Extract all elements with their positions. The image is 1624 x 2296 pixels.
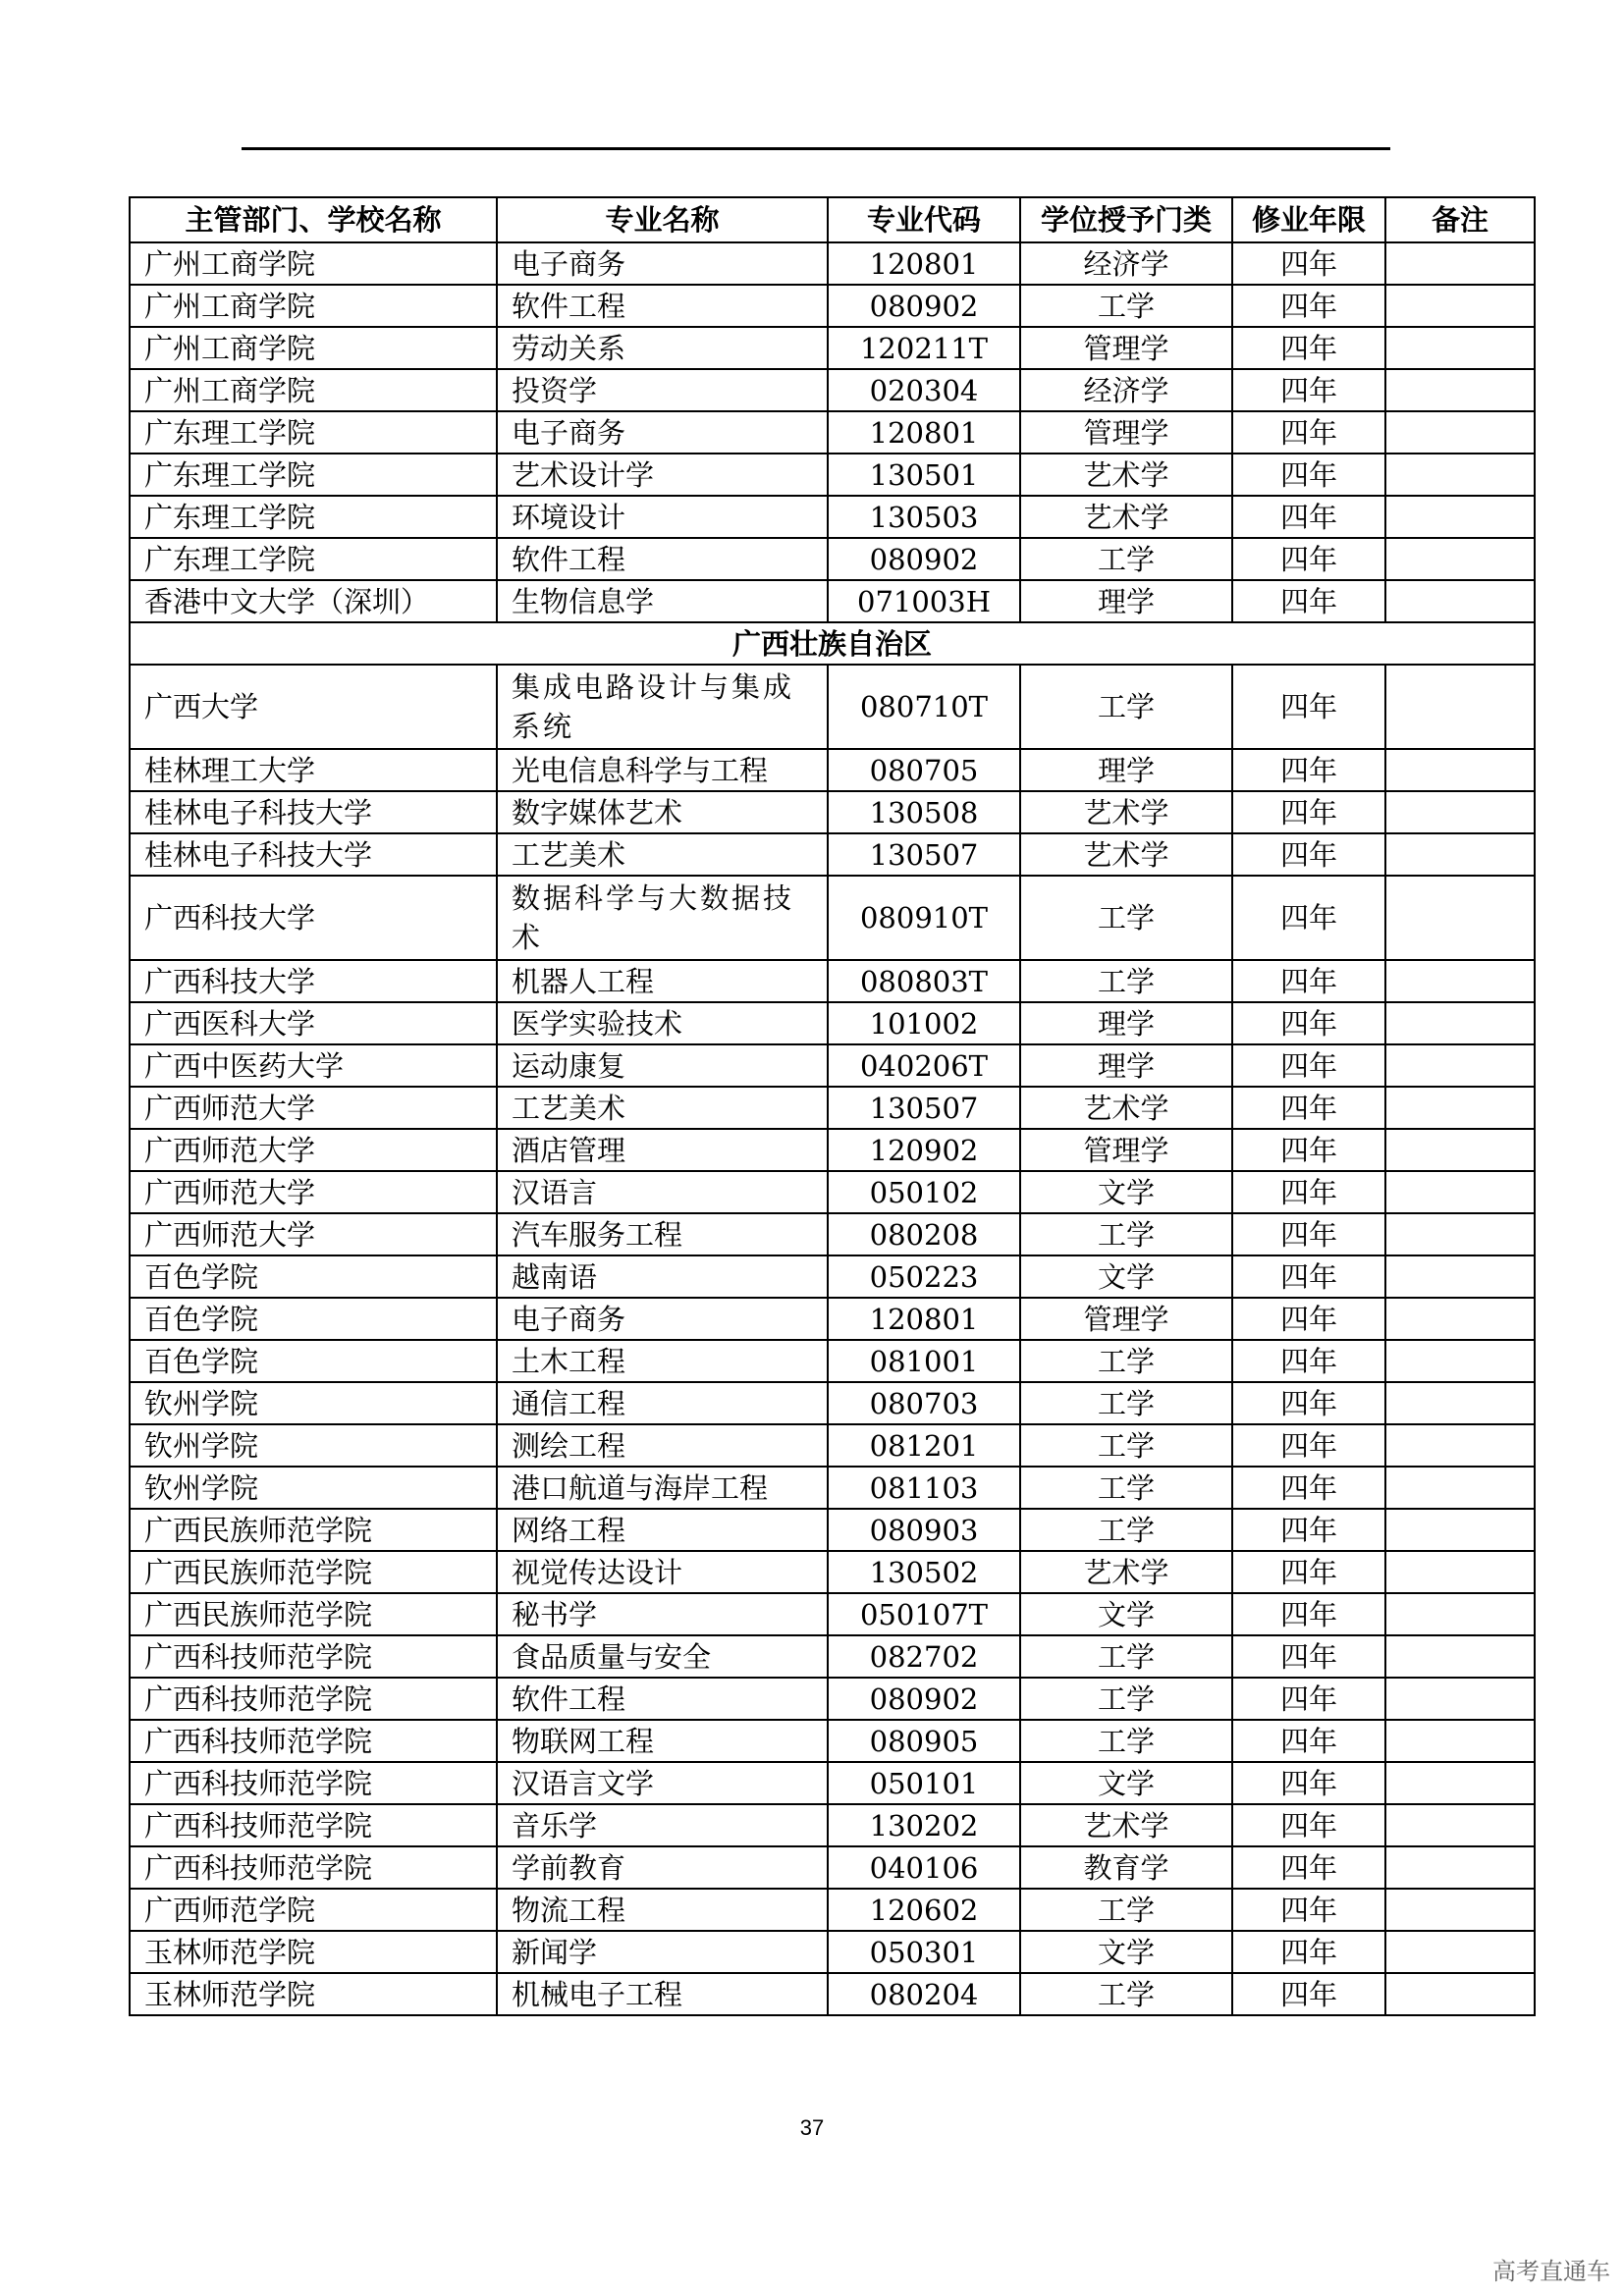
remarks-cell — [1385, 1002, 1535, 1044]
years-cell: 四年 — [1232, 876, 1385, 960]
school-cell: 广西民族师范学院 — [130, 1593, 497, 1635]
table-row — [130, 1002, 1535, 1044]
remarks-cell — [1385, 791, 1535, 833]
school-cell: 广西科技师范学院 — [130, 1635, 497, 1678]
remarks-cell — [1385, 1467, 1535, 1509]
table-row — [130, 1509, 1535, 1551]
years-cell: 四年 — [1232, 1255, 1385, 1298]
school-cell: 桂林理工大学 — [130, 749, 497, 791]
major-cell: 学前教育 — [497, 1846, 828, 1889]
school-cell: 广西师范学院 — [130, 1889, 497, 1931]
table-row — [130, 791, 1535, 833]
years-cell: 四年 — [1232, 285, 1385, 327]
code-cell: 120902 — [828, 1129, 1020, 1171]
remarks-cell — [1385, 242, 1535, 285]
page-number: 37 — [799, 2115, 825, 2140]
code-cell: 050101 — [828, 1762, 1020, 1804]
code-cell: 130507 — [828, 833, 1020, 876]
remarks-cell — [1385, 538, 1535, 580]
years-cell: 四年 — [1232, 1340, 1385, 1382]
major-cell: 投资学 — [497, 369, 828, 411]
school-cell: 广州工商学院 — [130, 285, 497, 327]
table-row — [130, 1087, 1535, 1129]
table-row — [130, 1804, 1535, 1846]
degree-cell: 教育学 — [1020, 1846, 1232, 1889]
code-cell: 082702 — [828, 1635, 1020, 1678]
code-cell: 120801 — [828, 1298, 1020, 1340]
remarks-cell — [1385, 1509, 1535, 1551]
remarks-cell — [1385, 327, 1535, 369]
col-header-school: 主管部门、学校名称 — [130, 197, 497, 242]
years-cell: 四年 — [1232, 1635, 1385, 1678]
table-row — [130, 496, 1535, 538]
major-cell: 电子商务 — [497, 1298, 828, 1340]
years-cell: 四年 — [1232, 1889, 1385, 1931]
years-cell: 四年 — [1232, 242, 1385, 285]
years-cell: 四年 — [1232, 1044, 1385, 1087]
remarks-cell — [1385, 1804, 1535, 1846]
degree-cell: 工学 — [1020, 1467, 1232, 1509]
table-row — [130, 411, 1535, 454]
degree-cell: 工学 — [1020, 1720, 1232, 1762]
remarks-cell — [1385, 1171, 1535, 1213]
col-header-major: 专业名称 — [497, 197, 828, 242]
code-cell: 081103 — [828, 1467, 1020, 1509]
remarks-cell — [1385, 1551, 1535, 1593]
code-cell: 040106 — [828, 1846, 1020, 1889]
watermark: 高考直通车 — [1492, 2258, 1610, 2285]
col-header-years: 修业年限 — [1232, 197, 1385, 242]
major-cell: 港口航道与海岸工程 — [497, 1467, 828, 1509]
table-row — [130, 1298, 1535, 1340]
degree-cell: 工学 — [1020, 1382, 1232, 1424]
remarks-cell — [1385, 1044, 1535, 1087]
years-cell: 四年 — [1232, 1424, 1385, 1467]
years-cell: 四年 — [1232, 1002, 1385, 1044]
years-cell: 四年 — [1232, 1762, 1385, 1804]
remarks-cell — [1385, 1213, 1535, 1255]
school-cell: 广东理工学院 — [130, 538, 497, 580]
col-header-degree: 学位授予门类 — [1020, 197, 1232, 242]
remarks-cell — [1385, 1762, 1535, 1804]
degree-cell: 经济学 — [1020, 369, 1232, 411]
major-cell: 视觉传达设计 — [497, 1551, 828, 1593]
major-cell: 通信工程 — [497, 1382, 828, 1424]
table-row — [130, 749, 1535, 791]
table-row — [130, 1340, 1535, 1382]
remarks-cell — [1385, 1846, 1535, 1889]
major-cell: 机械电子工程 — [497, 1973, 828, 2015]
school-cell: 广东理工学院 — [130, 454, 497, 496]
table-row — [130, 242, 1535, 285]
table-row — [130, 1635, 1535, 1678]
major-cell: 数据科学与大数据技术 — [497, 876, 828, 960]
years-cell: 四年 — [1232, 580, 1385, 622]
remarks-cell — [1385, 1087, 1535, 1129]
major-cell: 软件工程 — [497, 538, 828, 580]
years-cell: 四年 — [1232, 1973, 1385, 2015]
major-cell: 音乐学 — [497, 1804, 828, 1846]
school-cell: 钦州学院 — [130, 1424, 497, 1467]
table-row — [130, 1129, 1535, 1171]
table-row — [130, 1255, 1535, 1298]
table-header-row — [130, 197, 1535, 242]
code-cell: 120211T — [828, 327, 1020, 369]
school-cell: 桂林电子科技大学 — [130, 791, 497, 833]
major-cell: 工艺美术 — [497, 1087, 828, 1129]
table-row — [130, 1846, 1535, 1889]
school-cell: 广西师范大学 — [130, 1129, 497, 1171]
table-row — [130, 1931, 1535, 1973]
remarks-cell — [1385, 1931, 1535, 1973]
remarks-cell — [1385, 1678, 1535, 1720]
code-cell: 130508 — [828, 791, 1020, 833]
remarks-cell — [1385, 1635, 1535, 1678]
years-cell: 四年 — [1232, 1593, 1385, 1635]
table-row — [130, 369, 1535, 411]
table-row — [130, 1213, 1535, 1255]
years-cell: 四年 — [1232, 1804, 1385, 1846]
school-cell: 广西师范大学 — [130, 1171, 497, 1213]
majors-table — [129, 196, 1536, 2016]
code-cell: 101002 — [828, 1002, 1020, 1044]
school-cell: 广西科技师范学院 — [130, 1720, 497, 1762]
code-cell: 130503 — [828, 496, 1020, 538]
remarks-cell — [1385, 580, 1535, 622]
school-cell: 广西民族师范学院 — [130, 1551, 497, 1593]
years-cell: 四年 — [1232, 1551, 1385, 1593]
table-row — [130, 1973, 1535, 2015]
degree-cell: 管理学 — [1020, 1298, 1232, 1340]
years-cell: 四年 — [1232, 1087, 1385, 1129]
table-row — [130, 1678, 1535, 1720]
degree-cell: 经济学 — [1020, 242, 1232, 285]
table-row — [130, 538, 1535, 580]
school-cell: 广州工商学院 — [130, 369, 497, 411]
remarks-cell — [1385, 1424, 1535, 1467]
table-row — [130, 1424, 1535, 1467]
school-cell: 广西科技大学 — [130, 876, 497, 960]
years-cell: 四年 — [1232, 960, 1385, 1002]
degree-cell: 艺术学 — [1020, 791, 1232, 833]
table-row — [130, 1762, 1535, 1804]
major-cell: 艺术设计学 — [497, 454, 828, 496]
degree-cell: 工学 — [1020, 1509, 1232, 1551]
school-cell: 钦州学院 — [130, 1467, 497, 1509]
remarks-cell — [1385, 833, 1535, 876]
major-cell: 电子商务 — [497, 242, 828, 285]
code-cell: 080710T — [828, 665, 1020, 749]
major-cell: 医学实验技术 — [497, 1002, 828, 1044]
degree-cell: 理学 — [1020, 749, 1232, 791]
table-row — [130, 1889, 1535, 1931]
degree-cell: 工学 — [1020, 285, 1232, 327]
school-cell: 玉林师范学院 — [130, 1931, 497, 1973]
years-cell: 四年 — [1232, 538, 1385, 580]
code-cell: 081201 — [828, 1424, 1020, 1467]
school-cell: 百色学院 — [130, 1340, 497, 1382]
major-cell: 物联网工程 — [497, 1720, 828, 1762]
years-cell: 四年 — [1232, 1678, 1385, 1720]
major-cell: 集成电路设计与集成系统 — [497, 665, 828, 749]
degree-cell: 艺术学 — [1020, 833, 1232, 876]
remarks-cell — [1385, 496, 1535, 538]
table-row — [130, 285, 1535, 327]
code-cell: 050223 — [828, 1255, 1020, 1298]
table-row — [130, 960, 1535, 1002]
years-cell: 四年 — [1232, 1298, 1385, 1340]
remarks-cell — [1385, 960, 1535, 1002]
degree-cell: 工学 — [1020, 1973, 1232, 2015]
degree-cell: 工学 — [1020, 960, 1232, 1002]
years-cell: 四年 — [1232, 454, 1385, 496]
school-cell: 广州工商学院 — [130, 242, 497, 285]
years-cell: 四年 — [1232, 1467, 1385, 1509]
remarks-cell — [1385, 1340, 1535, 1382]
code-cell: 040206T — [828, 1044, 1020, 1087]
years-cell: 四年 — [1232, 1382, 1385, 1424]
major-cell: 光电信息科学与工程 — [497, 749, 828, 791]
major-cell: 食品质量与安全 — [497, 1635, 828, 1678]
remarks-cell — [1385, 1973, 1535, 2015]
code-cell: 020304 — [828, 369, 1020, 411]
school-cell: 广西中医药大学 — [130, 1044, 497, 1087]
code-cell: 050301 — [828, 1931, 1020, 1973]
col-header-code: 专业代码 — [828, 197, 1020, 242]
major-cell: 网络工程 — [497, 1509, 828, 1551]
school-cell: 广西科技师范学院 — [130, 1678, 497, 1720]
years-cell: 四年 — [1232, 1846, 1385, 1889]
degree-cell: 艺术学 — [1020, 496, 1232, 538]
degree-cell: 工学 — [1020, 538, 1232, 580]
years-cell: 四年 — [1232, 665, 1385, 749]
degree-cell: 理学 — [1020, 580, 1232, 622]
school-cell: 广西师范大学 — [130, 1087, 497, 1129]
school-cell: 广西民族师范学院 — [130, 1509, 497, 1551]
school-cell: 广西科技师范学院 — [130, 1846, 497, 1889]
major-cell: 秘书学 — [497, 1593, 828, 1635]
major-cell: 环境设计 — [497, 496, 828, 538]
degree-cell: 工学 — [1020, 1889, 1232, 1931]
table-row — [130, 1720, 1535, 1762]
major-cell: 软件工程 — [497, 285, 828, 327]
major-cell: 土木工程 — [497, 1340, 828, 1382]
code-cell: 130502 — [828, 1551, 1020, 1593]
remarks-cell — [1385, 285, 1535, 327]
degree-cell: 理学 — [1020, 1002, 1232, 1044]
major-cell: 数字媒体艺术 — [497, 791, 828, 833]
code-cell: 080208 — [828, 1213, 1020, 1255]
major-cell: 电子商务 — [497, 411, 828, 454]
major-cell: 汉语言文学 — [497, 1762, 828, 1804]
code-cell: 081001 — [828, 1340, 1020, 1382]
remarks-cell — [1385, 369, 1535, 411]
remarks-cell — [1385, 1298, 1535, 1340]
degree-cell: 工学 — [1020, 1635, 1232, 1678]
years-cell: 四年 — [1232, 411, 1385, 454]
major-cell: 物流工程 — [497, 1889, 828, 1931]
table-row — [130, 1467, 1535, 1509]
code-cell: 080703 — [828, 1382, 1020, 1424]
code-cell: 080803T — [828, 960, 1020, 1002]
code-cell: 071003H — [828, 580, 1020, 622]
code-cell: 080705 — [828, 749, 1020, 791]
table-row — [130, 454, 1535, 496]
remarks-cell — [1385, 1129, 1535, 1171]
code-cell: 130501 — [828, 454, 1020, 496]
years-cell: 四年 — [1232, 833, 1385, 876]
major-cell: 越南语 — [497, 1255, 828, 1298]
code-cell: 130507 — [828, 1087, 1020, 1129]
table-row — [130, 327, 1535, 369]
remarks-cell — [1385, 876, 1535, 960]
school-cell: 钦州学院 — [130, 1382, 497, 1424]
years-cell: 四年 — [1232, 1213, 1385, 1255]
code-cell: 080910T — [828, 876, 1020, 960]
years-cell: 四年 — [1232, 1129, 1385, 1171]
school-cell: 广东理工学院 — [130, 496, 497, 538]
degree-cell: 艺术学 — [1020, 1804, 1232, 1846]
remarks-cell — [1385, 1382, 1535, 1424]
code-cell: 120801 — [828, 242, 1020, 285]
years-cell: 四年 — [1232, 749, 1385, 791]
remarks-cell — [1385, 411, 1535, 454]
degree-cell: 工学 — [1020, 876, 1232, 960]
table-row — [130, 580, 1535, 622]
section-title: 广西壮族自治区 — [130, 622, 1535, 665]
degree-cell: 工学 — [1020, 665, 1232, 749]
col-header-remarks: 备注 — [1385, 197, 1535, 242]
degree-cell: 文学 — [1020, 1255, 1232, 1298]
code-cell: 120801 — [828, 411, 1020, 454]
major-cell: 酒店管理 — [497, 1129, 828, 1171]
remarks-cell — [1385, 749, 1535, 791]
major-cell: 新闻学 — [497, 1931, 828, 1973]
major-cell: 生物信息学 — [497, 580, 828, 622]
school-cell: 广西师范大学 — [130, 1213, 497, 1255]
code-cell: 050107T — [828, 1593, 1020, 1635]
degree-cell: 管理学 — [1020, 1129, 1232, 1171]
school-cell: 玉林师范学院 — [130, 1973, 497, 2015]
degree-cell: 管理学 — [1020, 327, 1232, 369]
years-cell: 四年 — [1232, 1931, 1385, 1973]
major-cell: 汉语言 — [497, 1171, 828, 1213]
code-cell: 080204 — [828, 1973, 1020, 2015]
code-cell: 080902 — [828, 285, 1020, 327]
years-cell: 四年 — [1232, 1509, 1385, 1551]
years-cell: 四年 — [1232, 327, 1385, 369]
school-cell: 香港中文大学（深圳） — [130, 580, 497, 622]
remarks-cell — [1385, 1593, 1535, 1635]
header-rule — [242, 147, 1390, 150]
remarks-cell — [1385, 1255, 1535, 1298]
degree-cell: 工学 — [1020, 1213, 1232, 1255]
table-row — [130, 1044, 1535, 1087]
degree-cell: 工学 — [1020, 1424, 1232, 1467]
table-row — [130, 665, 1535, 749]
school-cell: 广西医科大学 — [130, 1002, 497, 1044]
code-cell: 080905 — [828, 1720, 1020, 1762]
years-cell: 四年 — [1232, 791, 1385, 833]
table-row — [130, 833, 1535, 876]
school-cell: 百色学院 — [130, 1255, 497, 1298]
major-cell: 运动康复 — [497, 1044, 828, 1087]
degree-cell: 管理学 — [1020, 411, 1232, 454]
degree-cell: 工学 — [1020, 1340, 1232, 1382]
code-cell: 050102 — [828, 1171, 1020, 1213]
code-cell: 080902 — [828, 538, 1020, 580]
years-cell: 四年 — [1232, 1720, 1385, 1762]
section-row — [130, 622, 1535, 665]
table-row — [130, 1551, 1535, 1593]
major-cell: 测绘工程 — [497, 1424, 828, 1467]
degree-cell: 艺术学 — [1020, 454, 1232, 496]
major-cell: 劳动关系 — [497, 327, 828, 369]
degree-cell: 工学 — [1020, 1678, 1232, 1720]
school-cell: 桂林电子科技大学 — [130, 833, 497, 876]
years-cell: 四年 — [1232, 369, 1385, 411]
degree-cell: 艺术学 — [1020, 1087, 1232, 1129]
major-cell: 机器人工程 — [497, 960, 828, 1002]
degree-cell: 文学 — [1020, 1171, 1232, 1213]
degree-cell: 艺术学 — [1020, 1551, 1232, 1593]
code-cell: 080902 — [828, 1678, 1020, 1720]
degree-cell: 文学 — [1020, 1931, 1232, 1973]
major-cell: 汽车服务工程 — [497, 1213, 828, 1255]
school-cell: 百色学院 — [130, 1298, 497, 1340]
school-cell: 广西大学 — [130, 665, 497, 749]
degree-cell: 文学 — [1020, 1593, 1232, 1635]
school-cell: 广州工商学院 — [130, 327, 497, 369]
remarks-cell — [1385, 665, 1535, 749]
school-cell: 广东理工学院 — [130, 411, 497, 454]
remarks-cell — [1385, 1889, 1535, 1931]
major-cell: 软件工程 — [497, 1678, 828, 1720]
remarks-cell — [1385, 454, 1535, 496]
table-row — [130, 1382, 1535, 1424]
school-cell: 广西科技师范学院 — [130, 1804, 497, 1846]
code-cell: 130202 — [828, 1804, 1020, 1846]
table-row — [130, 876, 1535, 960]
school-cell: 广西科技大学 — [130, 960, 497, 1002]
degree-cell: 文学 — [1020, 1762, 1232, 1804]
remarks-cell — [1385, 1720, 1535, 1762]
major-cell: 工艺美术 — [497, 833, 828, 876]
code-cell: 080903 — [828, 1509, 1020, 1551]
school-cell: 广西科技师范学院 — [130, 1762, 497, 1804]
code-cell: 120602 — [828, 1889, 1020, 1931]
table-row — [130, 1171, 1535, 1213]
years-cell: 四年 — [1232, 1171, 1385, 1213]
degree-cell: 理学 — [1020, 1044, 1232, 1087]
table-row — [130, 1593, 1535, 1635]
years-cell: 四年 — [1232, 496, 1385, 538]
